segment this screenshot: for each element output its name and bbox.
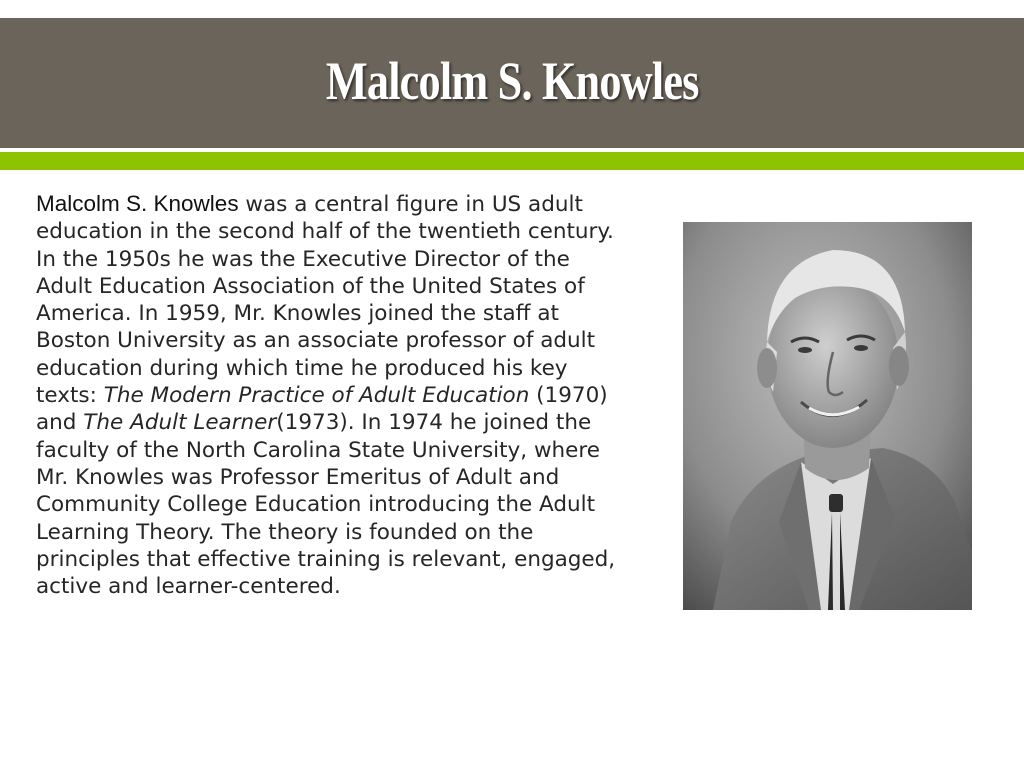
accent-bar [0,152,1024,170]
title-band [0,18,1024,148]
text-segment-1: was a central figure in US adult education in the second half of the twentieth century. In the 1950s he was the Executive Director of the Adult Education Association of the United States of America. In 1959, Mr. Knowles joined the staff at Boston University as an associate professor of adult education during which time he produced his key texts: [36,192,614,409]
body-paragraph [36,190,626,600]
lead-name: Malcolm S. Knowles [36,191,239,216]
portrait-photo [683,222,972,610]
portrait-illustration [683,222,972,610]
text-segment-2: (1970) and [36,383,608,436]
book-title-1: The Modern Practice of Adult Education [103,383,530,409]
slide-title: Malcolm S. Knowles [325,51,699,111]
book-title-2: The Adult Learner [83,410,277,436]
text-segment-3: (1973). In 1974 he joined the faculty of the North Carolina State University, where Mr. Knowles was Professor Emeritus of Adult and Community College Education introducing the Adult Learning Theory. The theory is founded on the principles that effective training is relevant, engaged, active and learner-centered. [36,410,616,600]
